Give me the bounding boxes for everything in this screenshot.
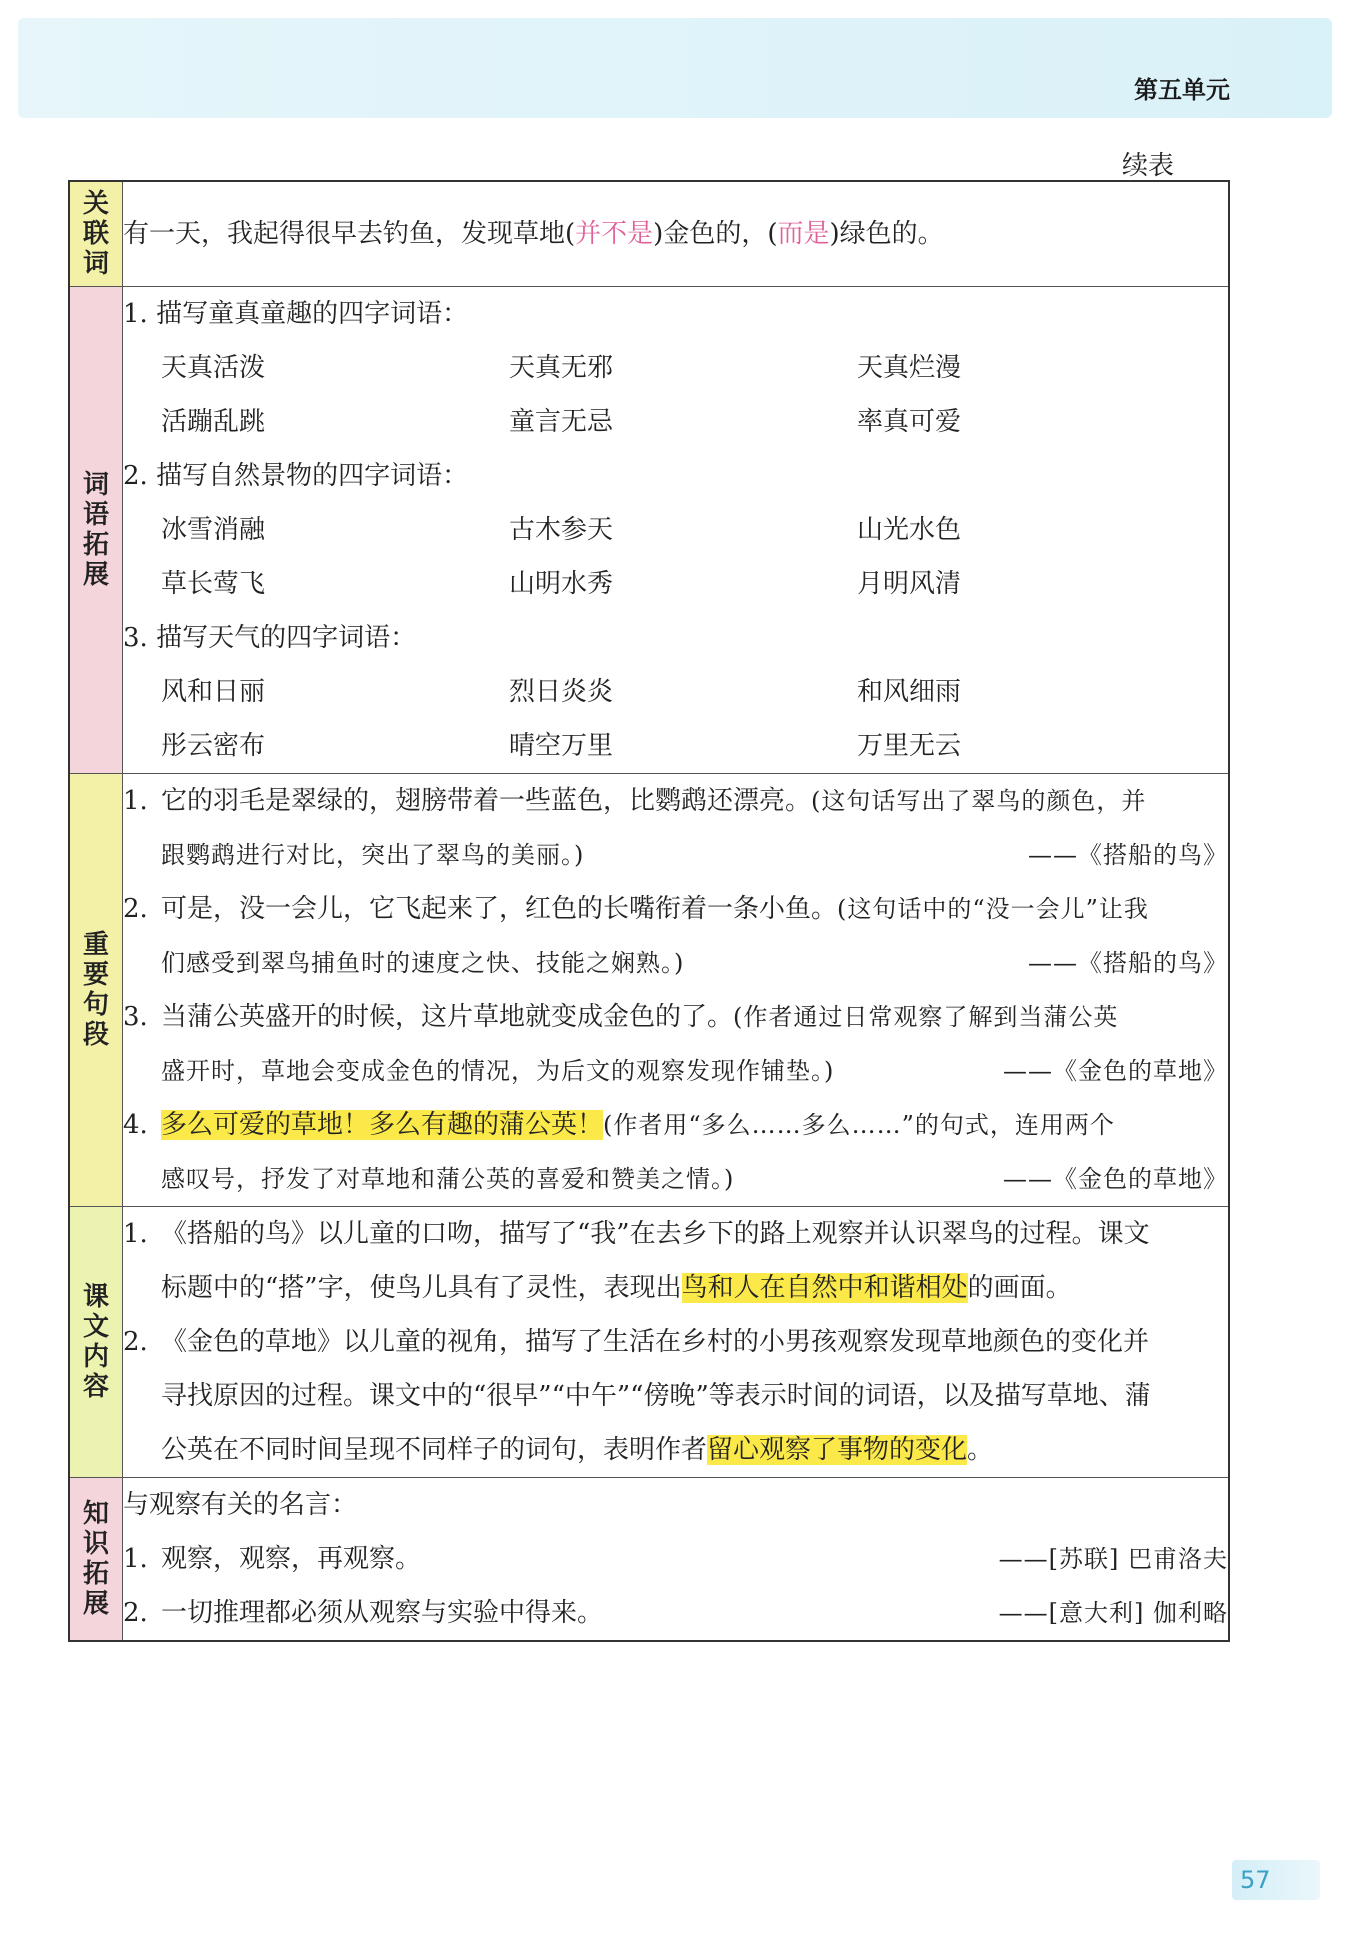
sentence-line: 感叹号，抒发了对草地和蒲公英的喜爱和赞美之情。) ——《金色的草地》 [123,1152,1228,1206]
source-text: ——《搭船的鸟》 [1028,841,1228,869]
row-content [123,1207,1230,1478]
source-text: ——《搭船的鸟》 [1028,949,1228,977]
row-label: 知识拓展 [69,1478,123,1642]
sentence-line: 4. 多么可爱的草地！多么有趣的蒲公英！(作者用“多么……多么……”的句式，连用两个 [123,1110,1115,1140]
row-guanlianci [69,181,1229,287]
sentence-line: 跟鹦鹉进行对比，突出了翠鸟的美丽。) ——《搭船的鸟》 [123,828,1228,882]
answer-text: 并不是 [575,219,654,249]
word-row: 草长莺飞 山明水秀 月明风清 [161,569,962,599]
group-title: 2. 描写自然景物的四字词语： [123,461,469,491]
quote-author: ——[意大利] 伽利略 [998,1599,1228,1627]
word-row: 冰雪消融 古木参天 山光水色 [161,515,962,545]
group-title: 3. 描写天气的四字词语： [123,623,417,653]
row-label: 关联词 [69,181,123,287]
quote-intro: 与观察有关的名言： [123,1490,358,1520]
highlighted-text: 留心观察了事物的变化 [707,1435,968,1465]
word-row: 活蹦乱跳 童言无忌 率真可爱 [161,407,962,437]
quote-author: ——[苏联] 巴甫洛夫 [998,1545,1228,1573]
group-title: 1. 描写童真童趣的四字词语： [123,299,469,329]
row-label: 词语拓展 [69,287,123,774]
sentence-line: 们感受到翠鸟捕鱼时的速度之快、技能之娴熟。) ——《搭船的鸟》 [123,936,1228,990]
content-line: 2. 《金色的草地》以儿童的视角，描写了生活在乡村的小男孩观察发现草地颜色的变化并 [123,1327,1150,1357]
row-content [123,1478,1230,1642]
sentence-line: 1. 它的羽毛是翠绿的，翅膀带着一些蓝色，比鹦鹉还漂亮。(这句话写出了翠鸟的颜色，并 [123,786,1147,816]
word-row: 风和日丽 烈日炎炎 和风细雨 [161,677,962,707]
summary-table [68,180,1230,1642]
row-content [123,287,1230,774]
page-number: 57 [1232,1860,1320,1900]
sentence-line: 盛开时，草地会变成金色的情况，为后文的观察发现作铺垫。) ——《金色的草地》 [123,1044,1228,1098]
row-kewen [69,1207,1229,1478]
row-ciyu [69,287,1229,774]
sentence-line: 3. 当蒲公英盛开的时候，这片草地就变成金色的了。(作者通过日常观察了解到当蒲公英 [123,1002,1119,1032]
content-line: 1. 《搭船的鸟》以儿童的口吻，描写了“我”在去乡下的路上观察并认识翠鸟的过程。课文 [123,1219,1150,1249]
row-content [123,774,1230,1207]
row-label: 课文内容 [69,1207,123,1478]
content-line: 寻找原因的过程。课文中的“很早”“中午”“傍晚”等表示时间的词语，以及描写草地、蒲 [161,1381,1151,1411]
quote-line: 1. 观察，观察，再观察。 ——[苏联] 巴甫洛夫 [123,1532,1228,1586]
quote-line: 2. 一切推理都必须从观察与实验中得来。 ——[意大利] 伽利略 [123,1586,1228,1640]
sentence-line: 2. 可是，没一会儿，它飞起来了，红色的长嘴衔着一条小鱼。(这句话中的“没一会儿”让我 [123,894,1149,924]
source-text: ——《金色的草地》 [1003,1057,1228,1085]
source-text: ——《金色的草地》 [1003,1165,1228,1193]
word-row: 天真活泼 天真无邪 天真烂漫 [161,353,962,383]
content-line: 标题中的“搭”字，使鸟儿具有了灵性，表现出鸟和人在自然中和谐相处的画面。 [161,1273,1072,1303]
row-label: 重要句段 [69,774,123,1207]
row-juduan [69,774,1229,1207]
answer-text: 而是 [777,219,830,249]
row-zhishi [69,1478,1229,1642]
unit-title: 第五单元 [1134,76,1230,104]
highlighted-text: 鸟和人在自然中和谐相处 [681,1273,968,1303]
row-content [123,181,1230,287]
highlighted-text: 多么可爱的草地！多么有趣的蒲公英！ [161,1110,604,1140]
continue-label: 续表 [1121,151,1174,181]
word-row: 彤云密布 晴空万里 万里无云 [161,731,962,761]
content-line: 公英在不同时间呈现不同样子的词句，表明作者留心观察了事物的变化。 [161,1435,994,1465]
sentence: 有一天，我起得很早去钓鱼，发现草地(并不是)金色的，(而是)绿色的。 [123,219,944,249]
